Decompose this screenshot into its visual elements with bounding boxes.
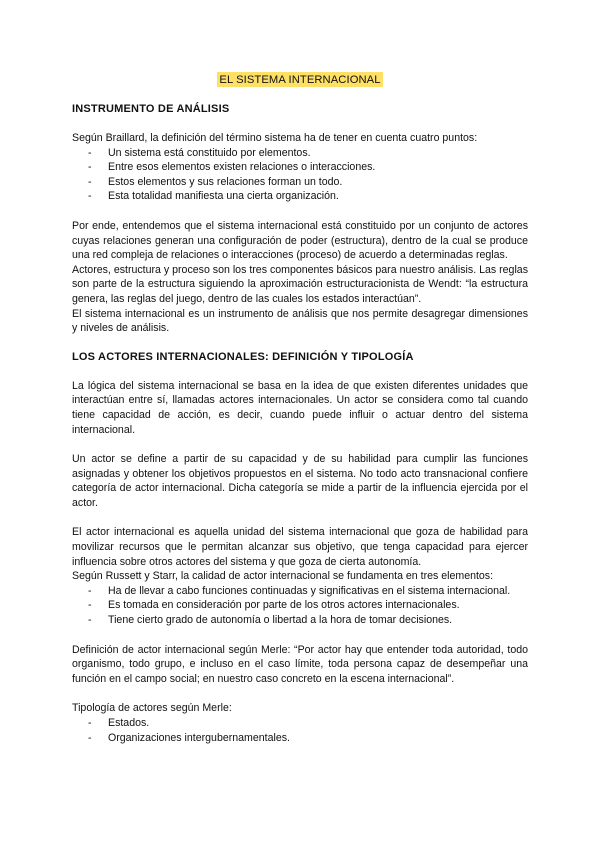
paragraph-por-ende: Por ende, entendemos que el sistema internacional está constituido por un conjunto de actores cuyas relaciones generan una configuración de poder (estructura), dentro de la cual se produce una red compleja de relaciones o interacciones (proceso) de acuerdo a determinadas reglas.: [72, 219, 528, 262]
paragraph-merle: Definición de actor internacional según Merle: “Por actor hay que entender toda autoridad, todo organismo, todo grupo, e incluso en el caso límite, toda persona capaz de desempeñar una función en el campo social; en nuestro caso concreto en la escena internacional”.: [72, 643, 528, 685]
title-wrap: [72, 70, 528, 88]
dash-mark: -: [88, 731, 92, 744]
paragraph-instrumento: El sistema internacional es un instrumento de análisis que nos permite desagregar dimensiones y niveles de análisis.: [72, 307, 528, 335]
heading-instrumento: INSTRUMENTO DE ANÁLISIS: [72, 103, 230, 115]
list-item: - Tiene cierto grado de autonomía o libertad a la hora de tomar decisiones.: [88, 614, 453, 627]
braillard-list: [72, 146, 528, 204]
russett-intro: Según Russett y Starr, la calidad de actor internacional se fundamenta en tres elementos:: [72, 570, 494, 583]
list-item: - Esta totalidad manifiesta una cierta organización.: [88, 190, 339, 203]
tipologia-list: [72, 716, 528, 745]
list-item: - Estados.: [88, 717, 150, 729]
list-item: - Un sistema está constituido por elementos.: [88, 146, 311, 159]
list-item: - Ha de llevar a cabo funciones continuadas y significativas en el sistema internacional.: [88, 584, 511, 597]
dash-mark: -: [88, 175, 92, 188]
paragraph-unidad: El actor internacional es aquella unidad del sistema internacional que goza de habilidad para movilizar recursos que le permitan alcanzar sus objetivo, que tenga capacidad para ejercer influencia sobre otros actores del sistema y que goza de cierta autonomía.: [72, 526, 528, 568]
heading-actores: LOS ACTORES INTERNACIONALES: DEFINICIÓN Y TIPOLOGÍA: [72, 350, 414, 363]
braillard-intro: Según Braillard, la definición del término sistema ha de tener en cuenta cuatro puntos:: [72, 132, 478, 144]
list-item: - Estos elementos y sus relaciones forman un todo.: [88, 175, 343, 188]
tipologia-intro: Tipología de actores según Merle:: [72, 702, 232, 715]
dash-mark: -: [88, 599, 92, 612]
paragraph-actores: Actores, estructura y proceso son los tres componentes básicos para nuestro análisis. Las reglas son parte de la estructura siguiendo la aproximación estructuracionista de Wendt: “la estructura genera, las reglas del juego, dentro de las cuales los estados interactúan”.: [72, 263, 528, 305]
paragraph-define: Un actor se define a partir de su capacidad y de su habilidad para cumplir las funciones asignadas y obtener los objetivos propuestos en el sistema. No todo acto transnacional confiere categoría de actor internacional. Dicha categoría se mide a partir de la influencia ejercida por el actor.: [72, 453, 528, 509]
list-item: - Organizaciones intergubernamentales.: [88, 731, 290, 744]
document-title: EL SISTEMA INTERNACIONAL: [219, 74, 381, 86]
dash-mark: -: [88, 146, 92, 159]
list-item: - Es tomada en consideración por parte de los otros actores internacionales.: [88, 599, 460, 612]
dash-mark: -: [88, 584, 92, 597]
dash-mark: -: [88, 614, 92, 627]
list-item: - Entre esos elementos existen relaciones o interacciones.: [88, 161, 376, 174]
dash-mark: -: [88, 717, 92, 729]
dash-mark: -: [88, 190, 92, 203]
russett-list: [72, 584, 528, 628]
dash-mark: -: [88, 161, 92, 174]
paragraph-logica: La lógica del sistema internacional se basa en la idea de que existen diferentes unidades que interactúan entre sí, llamadas actores internacionales. Un actor se considera como tal cuando tiene capacidad de acción, es decir, cuando puede influir o actuar dentro del sistema internacional.: [72, 379, 528, 436]
